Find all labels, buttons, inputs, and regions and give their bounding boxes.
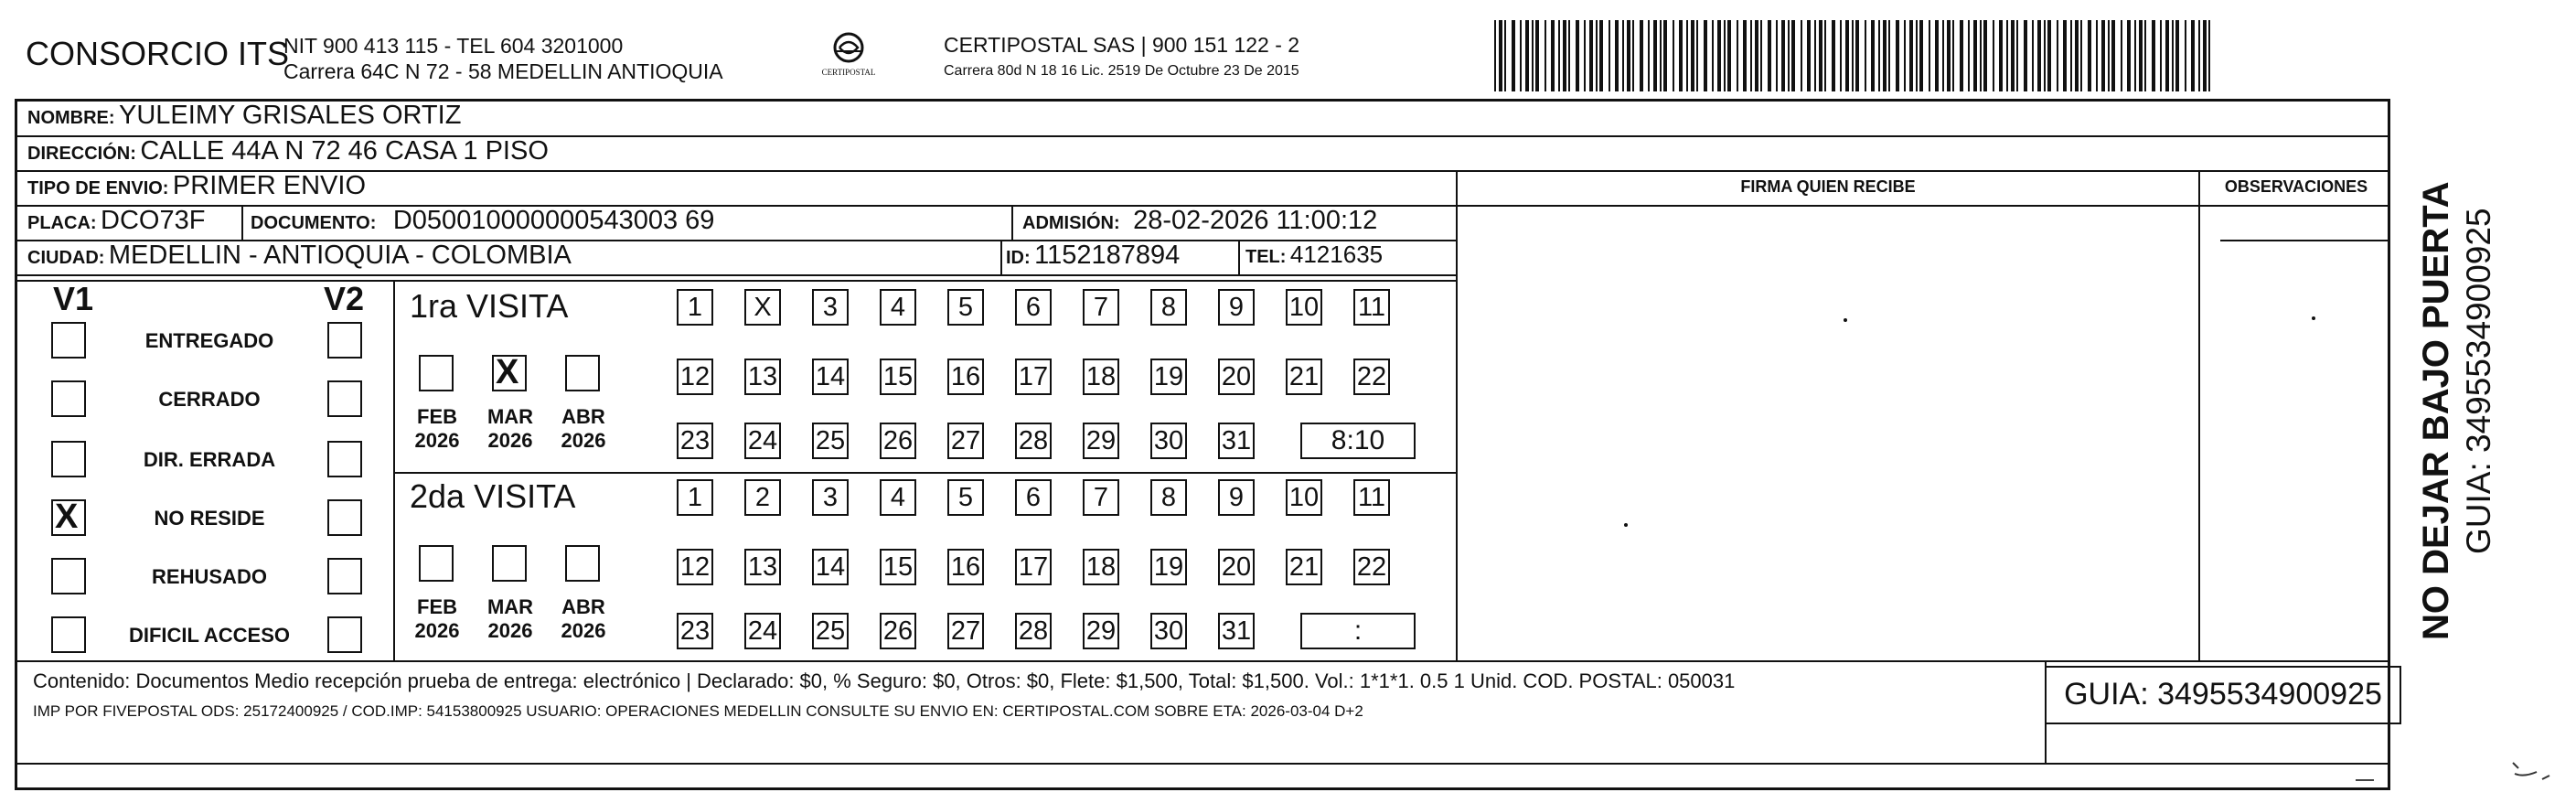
day-cell[interactable]: 9 <box>1218 479 1255 516</box>
firma-header: FIRMA QUIEN RECIBE <box>1740 177 1916 196</box>
month-year: 2026 <box>414 429 460 452</box>
documento-value: D050010000000543003 69 <box>392 206 715 235</box>
barcode-bar <box>1627 20 1630 91</box>
tipo-envio-label: TIPO DE ENVIO: <box>27 178 169 198</box>
mark-dot <box>1624 523 1628 527</box>
id-value: 1152187894 <box>1034 241 1181 270</box>
barcode-bar <box>1622 20 1624 91</box>
barcode-bar <box>1750 20 1752 91</box>
barcode-bar <box>1691 20 1694 91</box>
barcode-bar <box>1919 20 1923 91</box>
day-cell[interactable]: 17 <box>1015 549 1052 585</box>
barcode-bar <box>2057 20 2058 91</box>
day-cell[interactable]: 1 <box>677 479 713 516</box>
v2-checkbox[interactable] <box>327 322 362 359</box>
day-cell[interactable]: 9 <box>1218 289 1255 326</box>
barcode-bar <box>1673 20 1674 91</box>
barcode-bar <box>2172 20 2174 91</box>
tipo-envio-value: PRIMER ENVIO <box>172 171 367 200</box>
month-name: FEB <box>417 405 457 428</box>
v2-checkbox[interactable] <box>327 499 362 536</box>
barcode-bar <box>2191 20 2195 91</box>
status-label: DIR. ERRADA <box>143 448 276 471</box>
barcode-bar <box>2080 20 2082 91</box>
barcode-bar <box>1584 20 1586 91</box>
barcode-bar <box>1679 20 1683 91</box>
barcode-bar <box>1947 20 1951 91</box>
barcode-bar <box>2152 20 2155 91</box>
v2-checkbox[interactable] <box>327 616 362 653</box>
month-checkbox[interactable] <box>419 355 454 391</box>
barcode-bar <box>1840 20 1842 91</box>
nit-line: NIT 900 413 115 - TEL 604 3201000 <box>283 34 624 58</box>
barcode-bar <box>1845 20 1849 91</box>
visit-title: 2da VISITA <box>410 477 576 515</box>
barcode-bar <box>2075 20 2079 91</box>
checkbox-mark: X <box>496 353 519 391</box>
day-cell[interactable]: 14 <box>812 549 849 585</box>
tel-field <box>1245 241 1383 269</box>
barcode-bar <box>1909 20 1913 91</box>
barcode-bar <box>1589 20 1593 91</box>
company-info <box>283 33 723 84</box>
tipo-envio-row <box>27 171 366 201</box>
barcode-bar <box>2121 20 2122 91</box>
day-cell[interactable]: 28 <box>1015 613 1052 649</box>
day-cell[interactable]: 13 <box>744 359 781 395</box>
day-cell[interactable]: 5 <box>947 289 984 326</box>
day-cell[interactable]: 16 <box>947 359 984 395</box>
observaciones-header: OBSERVACIONES <box>2224 177 2368 196</box>
day-cell[interactable]: 27 <box>947 423 984 459</box>
month-checkbox[interactable] <box>492 545 527 582</box>
day-cell[interactable]: 21 <box>1286 359 1322 395</box>
month-name: FEB <box>417 595 457 618</box>
day-cell[interactable]: 22 <box>1353 549 1390 585</box>
barcode-bar <box>1788 20 1790 91</box>
barcode-bar <box>1952 20 1954 91</box>
barcode-bar <box>1871 20 1875 91</box>
address-line: Carrera 64C N 72 - 58 MEDELLIN ANTIOQUIA <box>283 59 723 83</box>
v1-checkbox[interactable] <box>51 616 86 653</box>
barcode-bar <box>1558 20 1560 91</box>
admision-label: ADMISIÓN: <box>1022 213 1120 233</box>
day-cell[interactable]: 2 <box>744 479 781 516</box>
barcode-bar <box>1929 20 1930 91</box>
barcode-bar <box>1999 20 2003 91</box>
barcode-bar <box>1852 20 1854 91</box>
day-cell[interactable]: 11 <box>1353 479 1390 516</box>
barcode-bar <box>1824 20 1826 91</box>
barcode-bar <box>1743 20 1747 91</box>
v1-checkbox[interactable] <box>51 380 86 417</box>
day-cell[interactable]: 12 <box>677 359 713 395</box>
day-cell[interactable]: 10 <box>1286 479 1322 516</box>
barcode-bar <box>1980 20 1982 91</box>
day-cell[interactable]: 26 <box>880 423 916 459</box>
barcode-bar <box>1660 20 1662 91</box>
barcode-bar <box>2101 20 2105 91</box>
barcode-bar <box>2096 20 2098 91</box>
barcode-bar <box>1983 20 1987 91</box>
status-label: DIFICIL ACCESO <box>128 624 290 647</box>
barcode-bar <box>1807 20 1811 91</box>
month-checkbox[interactable] <box>492 355 527 391</box>
visit-title: 1ra VISITA <box>410 287 569 325</box>
company-name: CONSORCIO ITS <box>26 35 290 72</box>
footer-imp: IMP POR FIVEPOSTAL ODS: 25172400925 / COD.IMP: 54153800925 USUARIO: OPERACIONES MEDELLIN CONSULTE SU ENVIO EN: CERTIPOSTAL.COM SOBRE ETA: 2026-03-04 D+2 <box>33 702 1363 720</box>
day-cell[interactable]: 21 <box>1286 549 1322 585</box>
status-label: ENTREGADO <box>144 329 274 352</box>
barcode-bar <box>1504 20 1506 91</box>
day-cell[interactable]: 14 <box>812 359 849 395</box>
day-cell[interactable]: 31 <box>1218 423 1255 459</box>
barcode-bar <box>2111 20 2115 91</box>
barcode-bar <box>1896 20 1899 91</box>
barcode-bar <box>1663 20 1667 91</box>
barcode-bar <box>2165 20 2169 91</box>
month-year: 2026 <box>487 619 533 642</box>
day-cell[interactable]: 5 <box>947 479 984 516</box>
day-cell[interactable]: 29 <box>1083 423 1119 459</box>
day-cell[interactable]: 12 <box>677 549 713 585</box>
barcode-bar <box>1883 20 1887 91</box>
admision-field <box>1022 206 1377 236</box>
direccion-value: CALLE 44A N 72 46 CASA 1 PISO <box>140 136 549 166</box>
barcode-bar <box>1993 20 1994 91</box>
tel-value: 4121635 <box>1289 241 1384 268</box>
day-cell[interactable]: 31 <box>1218 613 1255 649</box>
barcode-bar <box>1499 20 1502 91</box>
barcode-bar <box>1632 20 1634 91</box>
barcode-bar <box>2037 20 2041 91</box>
day-cell[interactable]: 22 <box>1353 359 1390 395</box>
v1-checkbox[interactable] <box>51 499 86 536</box>
day-cell[interactable]: 30 <box>1150 613 1187 649</box>
day-cell[interactable]: 6 <box>1015 289 1052 326</box>
barcode-bar <box>1727 20 1731 91</box>
scan-artifact <box>2506 755 2560 792</box>
barcode-bar <box>1712 20 1714 91</box>
month-year: 2026 <box>561 619 606 642</box>
day-cell[interactable]: 18 <box>1083 549 1119 585</box>
barcode-bar <box>1904 20 1906 91</box>
barcode-bar <box>1855 20 1859 91</box>
v1-checkbox[interactable] <box>51 441 86 477</box>
mark-dot <box>2312 316 2315 320</box>
barcode-bar <box>1525 20 1529 91</box>
barcode-bar <box>1737 20 1738 91</box>
barcode-bar <box>1494 20 1496 91</box>
day-cell[interactable]: 20 <box>1218 359 1255 395</box>
barcode-bar <box>1599 20 1603 91</box>
day-cell[interactable]: 7 <box>1083 289 1119 326</box>
month-year: 2026 <box>561 429 606 452</box>
barcode-bar <box>1724 20 1726 91</box>
side-guia: GUIA: 3495534900925 <box>2460 208 2497 554</box>
month-year: 2026 <box>414 619 460 642</box>
barcode-bar <box>1576 20 1579 91</box>
day-cell[interactable]: 23 <box>677 423 713 459</box>
v1-header: V1 <box>53 280 94 317</box>
month-checkbox[interactable] <box>565 355 600 391</box>
barcode-bar <box>1755 20 1758 91</box>
barcode-bar <box>2144 20 2146 91</box>
barcode-bar <box>2011 20 2015 91</box>
certipostal-logo <box>803 29 894 90</box>
barcode-bar <box>1916 20 1918 91</box>
tel-label: TEL: <box>1245 247 1287 267</box>
day-cell[interactable]: 6 <box>1015 479 1052 516</box>
barcode-bar <box>2032 20 2034 91</box>
day-cell[interactable]: 8 <box>1150 479 1187 516</box>
nombre-row <box>27 101 461 131</box>
barcode-bar <box>2088 20 2091 91</box>
time-box[interactable]: : <box>1300 613 1416 649</box>
barcode-bar <box>2006 20 2008 91</box>
day-cell[interactable]: 8 <box>1150 289 1187 326</box>
barcode-bar <box>1704 20 1707 91</box>
day-cell[interactable]: 25 <box>812 613 849 649</box>
scan-artifact <box>2356 779 2374 781</box>
admision-value: 28-02-2026 11:00:12 <box>1133 206 1378 235</box>
certipostal-info <box>944 33 1299 80</box>
barcode-bar <box>2047 20 2051 91</box>
barcode-bar <box>1942 20 1944 91</box>
ciudad-value: MEDELLIN - ANTIOQUIA - COLOMBIA <box>108 241 572 270</box>
month-name: ABR <box>561 595 605 618</box>
barcode-bar <box>1520 20 1522 91</box>
day-cell[interactable]: 4 <box>880 479 916 516</box>
barcode-bar <box>1532 20 1534 91</box>
barcode-bar <box>2208 20 2210 91</box>
checkbox-mark: X <box>55 498 79 536</box>
barcode-bar <box>2139 20 2143 91</box>
barcode-bar <box>1888 20 1890 91</box>
status-label: CERRADO <box>158 388 261 411</box>
day-cell[interactable]: 18 <box>1083 359 1119 395</box>
barcode-bar <box>1960 20 1963 91</box>
day-cell[interactable]: X <box>744 289 781 326</box>
barcode-bar <box>1776 20 1778 91</box>
barcode-bar <box>1568 20 1570 91</box>
placa-label: PLACA: <box>27 213 97 233</box>
barcode-bar <box>1653 20 1657 91</box>
barcode-bar <box>2175 20 2179 91</box>
certipostal-nit: CERTIPOSTAL SAS | 900 151 122 - 2 <box>944 33 1300 57</box>
barcode-bar <box>1832 20 1835 91</box>
status-label: NO RESIDE <box>154 507 265 530</box>
v2-checkbox[interactable] <box>327 558 362 594</box>
day-cell[interactable]: 7 <box>1083 479 1119 516</box>
v1-checkbox[interactable] <box>51 322 86 359</box>
nombre-value: YULEIMY GRISALES ORTIZ <box>119 101 462 130</box>
v2-checkbox[interactable] <box>327 441 362 477</box>
barcode-bar <box>2024 20 2027 91</box>
barcode-bar <box>1615 20 1619 91</box>
day-cell[interactable]: 16 <box>947 549 984 585</box>
barcode-bar <box>1801 20 1802 91</box>
day-cell[interactable]: 25 <box>812 423 849 459</box>
placa-field <box>27 206 205 236</box>
side-instruction: NO DEJAR BAJO PUERTA <box>2416 181 2456 640</box>
barcode-bar <box>1648 20 1650 91</box>
day-cell[interactable]: 3 <box>812 289 849 326</box>
barcode-bar <box>2134 20 2136 91</box>
ciudad-field <box>27 241 572 271</box>
direccion-label: DIRECCIÓN: <box>27 144 136 164</box>
day-cell[interactable]: 27 <box>947 613 984 649</box>
month-year: 2026 <box>487 429 533 452</box>
logo-text: CERTIPOSTAL <box>821 68 876 77</box>
day-cell[interactable]: 4 <box>880 289 916 326</box>
day-cell[interactable]: 15 <box>880 549 916 585</box>
barcode-bar <box>1686 20 1688 91</box>
day-cell[interactable]: 20 <box>1218 549 1255 585</box>
documento-field <box>251 206 714 236</box>
guia-box: GUIA: 3495534900925 <box>2045 666 2401 724</box>
month-checkbox[interactable] <box>565 545 600 582</box>
day-cell[interactable]: 19 <box>1150 359 1187 395</box>
direccion-row <box>27 136 549 166</box>
documento-label: DOCUMENTO: <box>251 213 377 233</box>
month-name: MAR <box>486 595 534 618</box>
day-cell[interactable]: 29 <box>1083 613 1119 649</box>
barcode-bar <box>1512 20 1515 91</box>
day-cell[interactable]: 28 <box>1015 423 1052 459</box>
barcode-bar <box>1968 20 1970 91</box>
month-name: MAR <box>486 405 534 428</box>
barcode-bar <box>1609 20 1610 91</box>
day-cell[interactable]: 17 <box>1015 359 1052 395</box>
barcode-bar <box>1563 20 1566 91</box>
barcode-bar <box>1791 20 1795 91</box>
day-cell[interactable]: 15 <box>880 359 916 395</box>
barcode-bar <box>2198 20 2200 91</box>
placa-value: DCO73F <box>101 206 206 235</box>
barcode-bar <box>1865 20 1866 91</box>
day-cell[interactable]: 24 <box>744 613 781 649</box>
v2-checkbox[interactable] <box>327 380 362 417</box>
barcode-bar <box>1535 20 1539 91</box>
barcode-bar <box>1781 20 1785 91</box>
barcode-bar <box>2160 20 2162 91</box>
id-label: ID: <box>1006 248 1031 268</box>
barcode-bar <box>2063 20 2067 91</box>
barcode-bar <box>1814 20 1816 91</box>
barcode-bar <box>2127 20 2131 91</box>
nombre-label: NOMBRE: <box>27 108 115 128</box>
day-cell[interactable]: 13 <box>744 549 781 585</box>
day-cell[interactable]: 10 <box>1286 289 1322 326</box>
barcode-bar <box>1596 20 1598 91</box>
barcode-bar <box>2070 20 2072 91</box>
barcode-bar <box>1760 20 1762 91</box>
day-cell[interactable]: 24 <box>744 423 781 459</box>
v1-checkbox[interactable] <box>51 558 86 594</box>
barcode <box>1492 20 2224 91</box>
day-cell[interactable]: 3 <box>812 479 849 516</box>
mark-dot <box>1844 318 1847 322</box>
barcode-bar <box>2044 20 2046 91</box>
day-cell[interactable]: 1 <box>677 289 713 326</box>
barcode-bar <box>1640 20 1643 91</box>
day-cell[interactable]: 26 <box>880 613 916 649</box>
barcode-bar <box>1973 20 1977 91</box>
barcode-bar <box>2185 20 2186 91</box>
v2-header: V2 <box>324 280 365 317</box>
barcode-bar <box>1696 20 1698 91</box>
id-field <box>1006 241 1180 271</box>
day-cell[interactable]: 23 <box>677 613 713 649</box>
time-box[interactable]: 8:10 <box>1300 423 1416 459</box>
barcode-bar <box>1717 20 1721 91</box>
certipostal-license: Carrera 80d N 18 16 Lic. 2519 De Octubre 23 De 2015 <box>944 63 1299 79</box>
barcode-bar <box>1878 20 1880 91</box>
day-cell[interactable]: 19 <box>1150 549 1187 585</box>
day-cell[interactable]: 30 <box>1150 423 1187 459</box>
barcode-bar <box>1935 20 1939 91</box>
month-checkbox[interactable] <box>419 545 454 582</box>
ciudad-label: CIUDAD: <box>27 248 105 268</box>
day-cell[interactable]: 11 <box>1353 289 1390 326</box>
barcode-bar <box>2108 20 2110 91</box>
barcode-bar <box>2016 20 2018 91</box>
barcode-bar <box>1768 20 1771 91</box>
month-name: ABR <box>561 405 605 428</box>
status-label: REHUSADO <box>152 565 267 588</box>
barcode-bar <box>1551 20 1555 91</box>
barcode-bar <box>2203 20 2207 91</box>
barcode-bar <box>1545 20 1546 91</box>
barcode-bar <box>1819 20 1822 91</box>
footer-content: Contenido: Documentos Medio recepción prueba de entrega: electrónico | Declarado: $0, % Seguro: $0, Otros: $0, Flete: $1,500, Total: $1,500. Vol.: 1*1*1. 0.5 1 Unid. COD. POSTAL: 050031 <box>33 669 1736 692</box>
